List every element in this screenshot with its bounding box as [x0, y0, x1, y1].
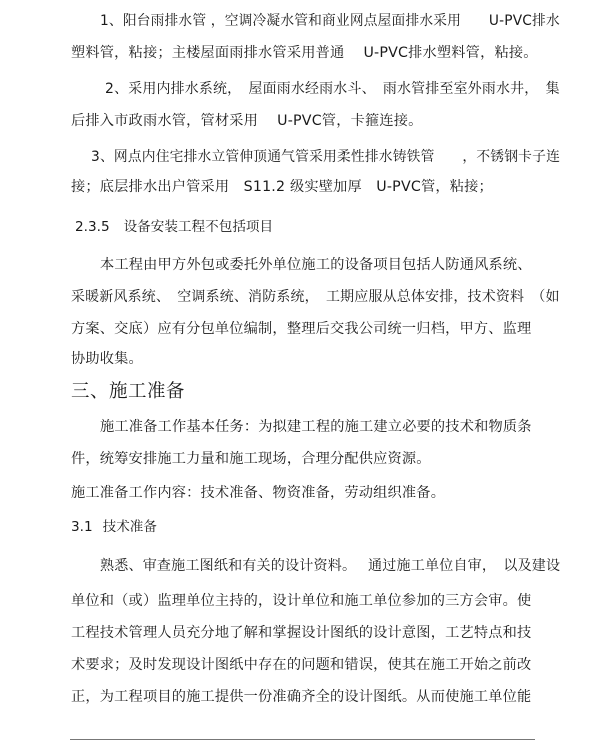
- section-title: 设备安装工程不包括项目: [123, 219, 274, 235]
- para-4-line-2: 采暖新风系统、 空调系统、消防系统， 工期应服从总体安排，技术资料 （如: [71, 289, 560, 305]
- para-2-line-2: 后排入市政雨水管，管材采用 U-PVC管，卡箍连接。: [71, 113, 423, 129]
- footer-divider: [70, 739, 535, 740]
- para-4-line-1: 本工程由甲方外包或委托外单位施工的设备项目包括人防通风系统、: [100, 257, 532, 273]
- para-1-line-1: 1、阳台雨排水管 ，空调冷凝水管和商业网点屋面排水采用 U-PVC排水: [100, 13, 560, 29]
- para-7-line-5: 正，为工程项目的施工提供一份准确齐全的设计图纸。从而使施工单位能: [71, 689, 532, 705]
- para-4-line-3: 方案、交底）应有分包单位编制，整理后交我公司统一归档，甲方、监理: [71, 321, 532, 337]
- section-heading-2-3-5: [75, 218, 273, 236]
- para-7-line-1: 熟悉、审查施工图纸和有关的设计资料。 通过施工单位自审， 以及建设: [100, 558, 561, 574]
- section-number: 2.3.5: [75, 219, 110, 235]
- para-7-line-4: 术要求；及时发现设计图纸中存在的问题和错误，使其在施工开始之前改: [71, 657, 532, 673]
- para-5-line-1: 施工准备工作基本任务：为拟建工程的施工建立必要的技术和物质条: [100, 419, 532, 435]
- section-heading-3-1: [71, 518, 157, 536]
- para-3-line-1: 3、网点内住宅排水立管伸顶通气管采用柔性排水铸铁管 ，不锈钢卡子连: [91, 149, 561, 165]
- para-3-line-2: 接；底层排水出户管采用 S11.2 级实壁加厚 U-PVC管，粘接；: [71, 179, 493, 195]
- section-title: 技术准备: [102, 519, 157, 535]
- para-6-line-1: 施工准备工作内容：技术准备、物资准备，劳动组织准备。: [71, 485, 446, 501]
- para-7-line-3: 工程技术管理人员充分地了解和掌握设计图纸的设计意图，工艺特点和技: [71, 625, 532, 641]
- para-1-line-2: 塑料管，粘接；主楼屋面雨排水管采用普通 U-PVC排水塑料管，粘接。: [71, 45, 538, 61]
- para-2-line-1: 2、采用内排水系统， 屋面雨水经雨水斗、 雨水管排至室外雨水井， 集: [105, 81, 560, 97]
- para-5-line-2: 件，统筹安排施工力量和施工现场，合理分配供应资源。: [71, 451, 431, 467]
- para-7-line-2: 单位和（或）监理单位主持的，设计单位和施工单位参加的三方会审。使: [71, 593, 532, 609]
- para-4-line-4: 协助收集。: [71, 351, 143, 367]
- chapter-heading: 三、施工准备: [71, 381, 186, 402]
- section-number: 3.1: [71, 519, 93, 535]
